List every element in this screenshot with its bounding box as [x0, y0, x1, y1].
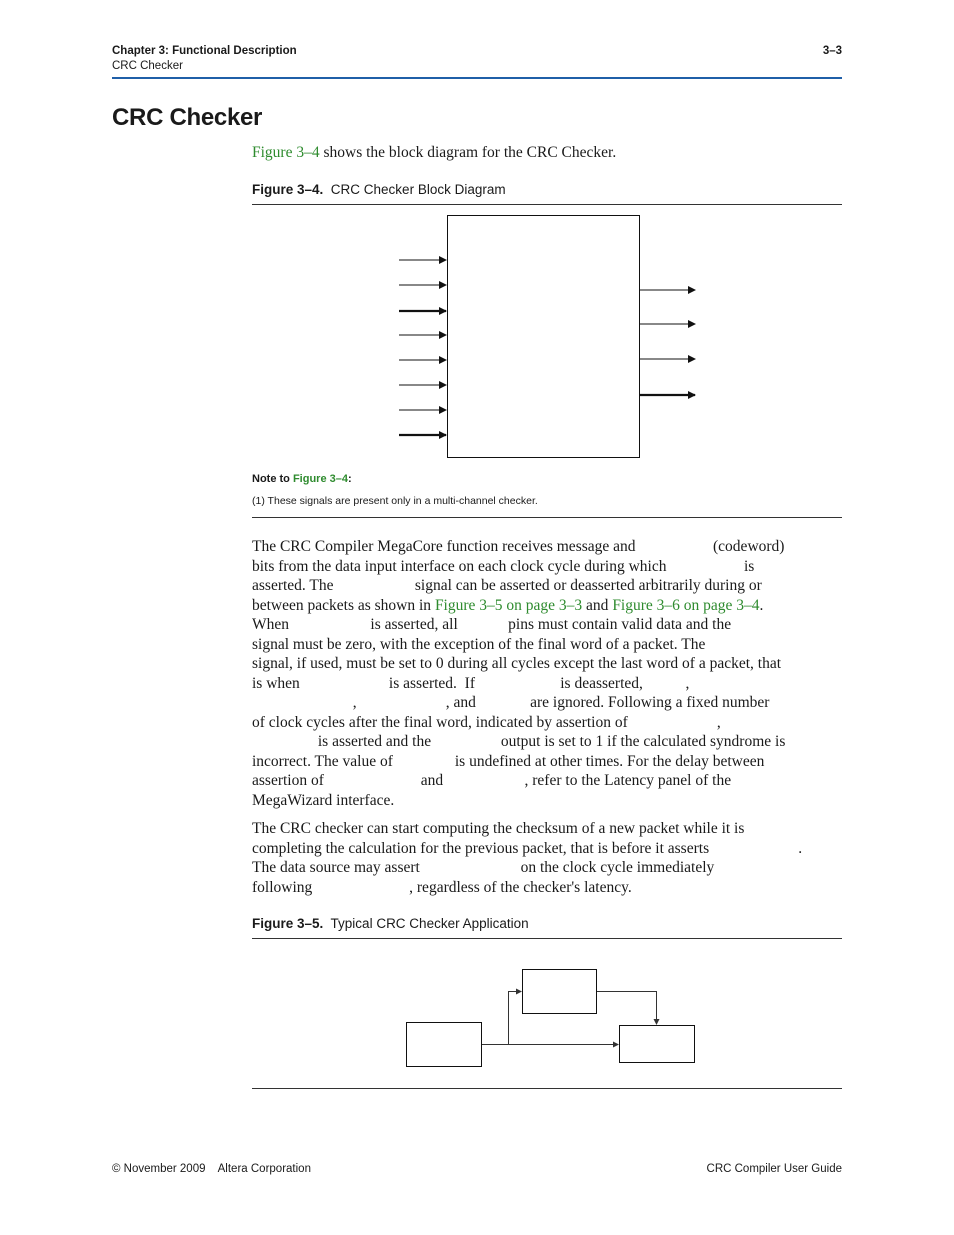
app-block-generator — [523, 970, 597, 1014]
footer-guide-title: CRC Compiler User Guide — [706, 1163, 842, 1175]
figure-3-5-caption — [252, 916, 529, 931]
p2-line: following , regardless of the checker's latency. — [252, 878, 632, 896]
app-block-source — [407, 1023, 482, 1067]
p1-line: of clock cycles after the final word, indicated by assertion of , — [252, 713, 721, 731]
figure-3-5-bottom-rule — [252, 1088, 842, 1089]
figure-3-4-link[interactable]: Figure 3–4 — [252, 144, 320, 161]
figure-3-5-label: Figure 3–5. — [252, 916, 324, 931]
figure-3-4-bottom-rule — [252, 517, 842, 518]
running-header-chapter: Chapter 3: Functional Description — [112, 45, 297, 57]
figure-3-4-note-heading — [252, 473, 352, 485]
section-title: CRC Checker — [112, 104, 263, 131]
note-figure-link[interactable]: Figure 3–4 — [292, 473, 348, 485]
p1-line: is when is asserted. If is deasserted, , — [252, 674, 690, 692]
header-rule — [112, 77, 842, 79]
app-arrow-generator-to-checker — [597, 992, 657, 1025]
running-header-section: CRC Checker — [112, 60, 183, 72]
p1-line: bits from the data input interface on each clock cycle during which is — [252, 557, 755, 575]
p1-line: signal must be zero, with the exception of the final word of a packet. The — [252, 635, 706, 653]
footer-copyright: © November 2009 Altera Corporation — [112, 1163, 311, 1175]
figure-3-6-link[interactable]: Figure 3–6 on page 3–4 — [612, 596, 760, 614]
p1-line: When is asserted, all pins must contain valid data and the — [252, 616, 732, 633]
p2-line: The data source may assert on the clock cycle immediately — [252, 859, 715, 876]
intro-text: shows the block diagram for the CRC Checker. — [319, 144, 617, 161]
p1-line: signal, if used, must be set to 0 during all cycles except the last word of a packet, that — [252, 655, 782, 672]
p1-line: The CRC Compiler MegaCore function receives message and (codeword) — [252, 538, 785, 555]
figure-3-4-top-rule — [252, 204, 842, 205]
intro-paragraph — [252, 143, 616, 163]
figure-3-4-note-1: (1) These signals are present only in a multi-channel checker. — [252, 495, 538, 507]
p1-line: , , and are ignored. Following a fixed number — [252, 694, 770, 711]
p1-text: between packets as shown in — [252, 596, 435, 614]
crc-checker-block — [448, 216, 640, 458]
figure-3-5-top-rule — [252, 938, 842, 939]
app-arrow-to-generator — [509, 992, 522, 1045]
figure-3-5-link[interactable]: Figure 3–5 on page 3–3 — [434, 596, 583, 614]
note-prefix: Note to — [252, 473, 293, 485]
p1-line: incorrect. The value of is undefined at other times. For the delay between — [252, 752, 765, 770]
p1-line: is asserted and the output is set to 1 if the calculated syndrome is — [252, 733, 786, 750]
p2-line: The CRC checker can start computing the checksum of a new packet while it is — [252, 820, 745, 837]
figure-3-4-caption — [252, 182, 506, 197]
p1-line: assertion of and , refer to the Latency panel of the — [252, 772, 732, 789]
p1-line: MegaWizard interface. — [252, 791, 395, 809]
note-suffix: : — [347, 473, 352, 485]
page-number: 3–3 — [822, 45, 842, 57]
app-block-checker — [620, 1026, 695, 1063]
p1-period: . — [759, 596, 764, 614]
p1-and: and — [582, 596, 613, 614]
figure-3-4-title: CRC Checker Block Diagram — [330, 182, 506, 197]
figure-3-4-label: Figure 3–4. — [252, 182, 324, 197]
figure-3-5-title: Typical CRC Checker Application — [330, 916, 529, 931]
p1-line — [252, 596, 842, 616]
p1-line: asserted. The signal can be asserted or deasserted arbitrarily during or — [252, 577, 762, 594]
p2-line: completing the calculation for the previous packet, that is before it asserts . — [252, 839, 803, 857]
